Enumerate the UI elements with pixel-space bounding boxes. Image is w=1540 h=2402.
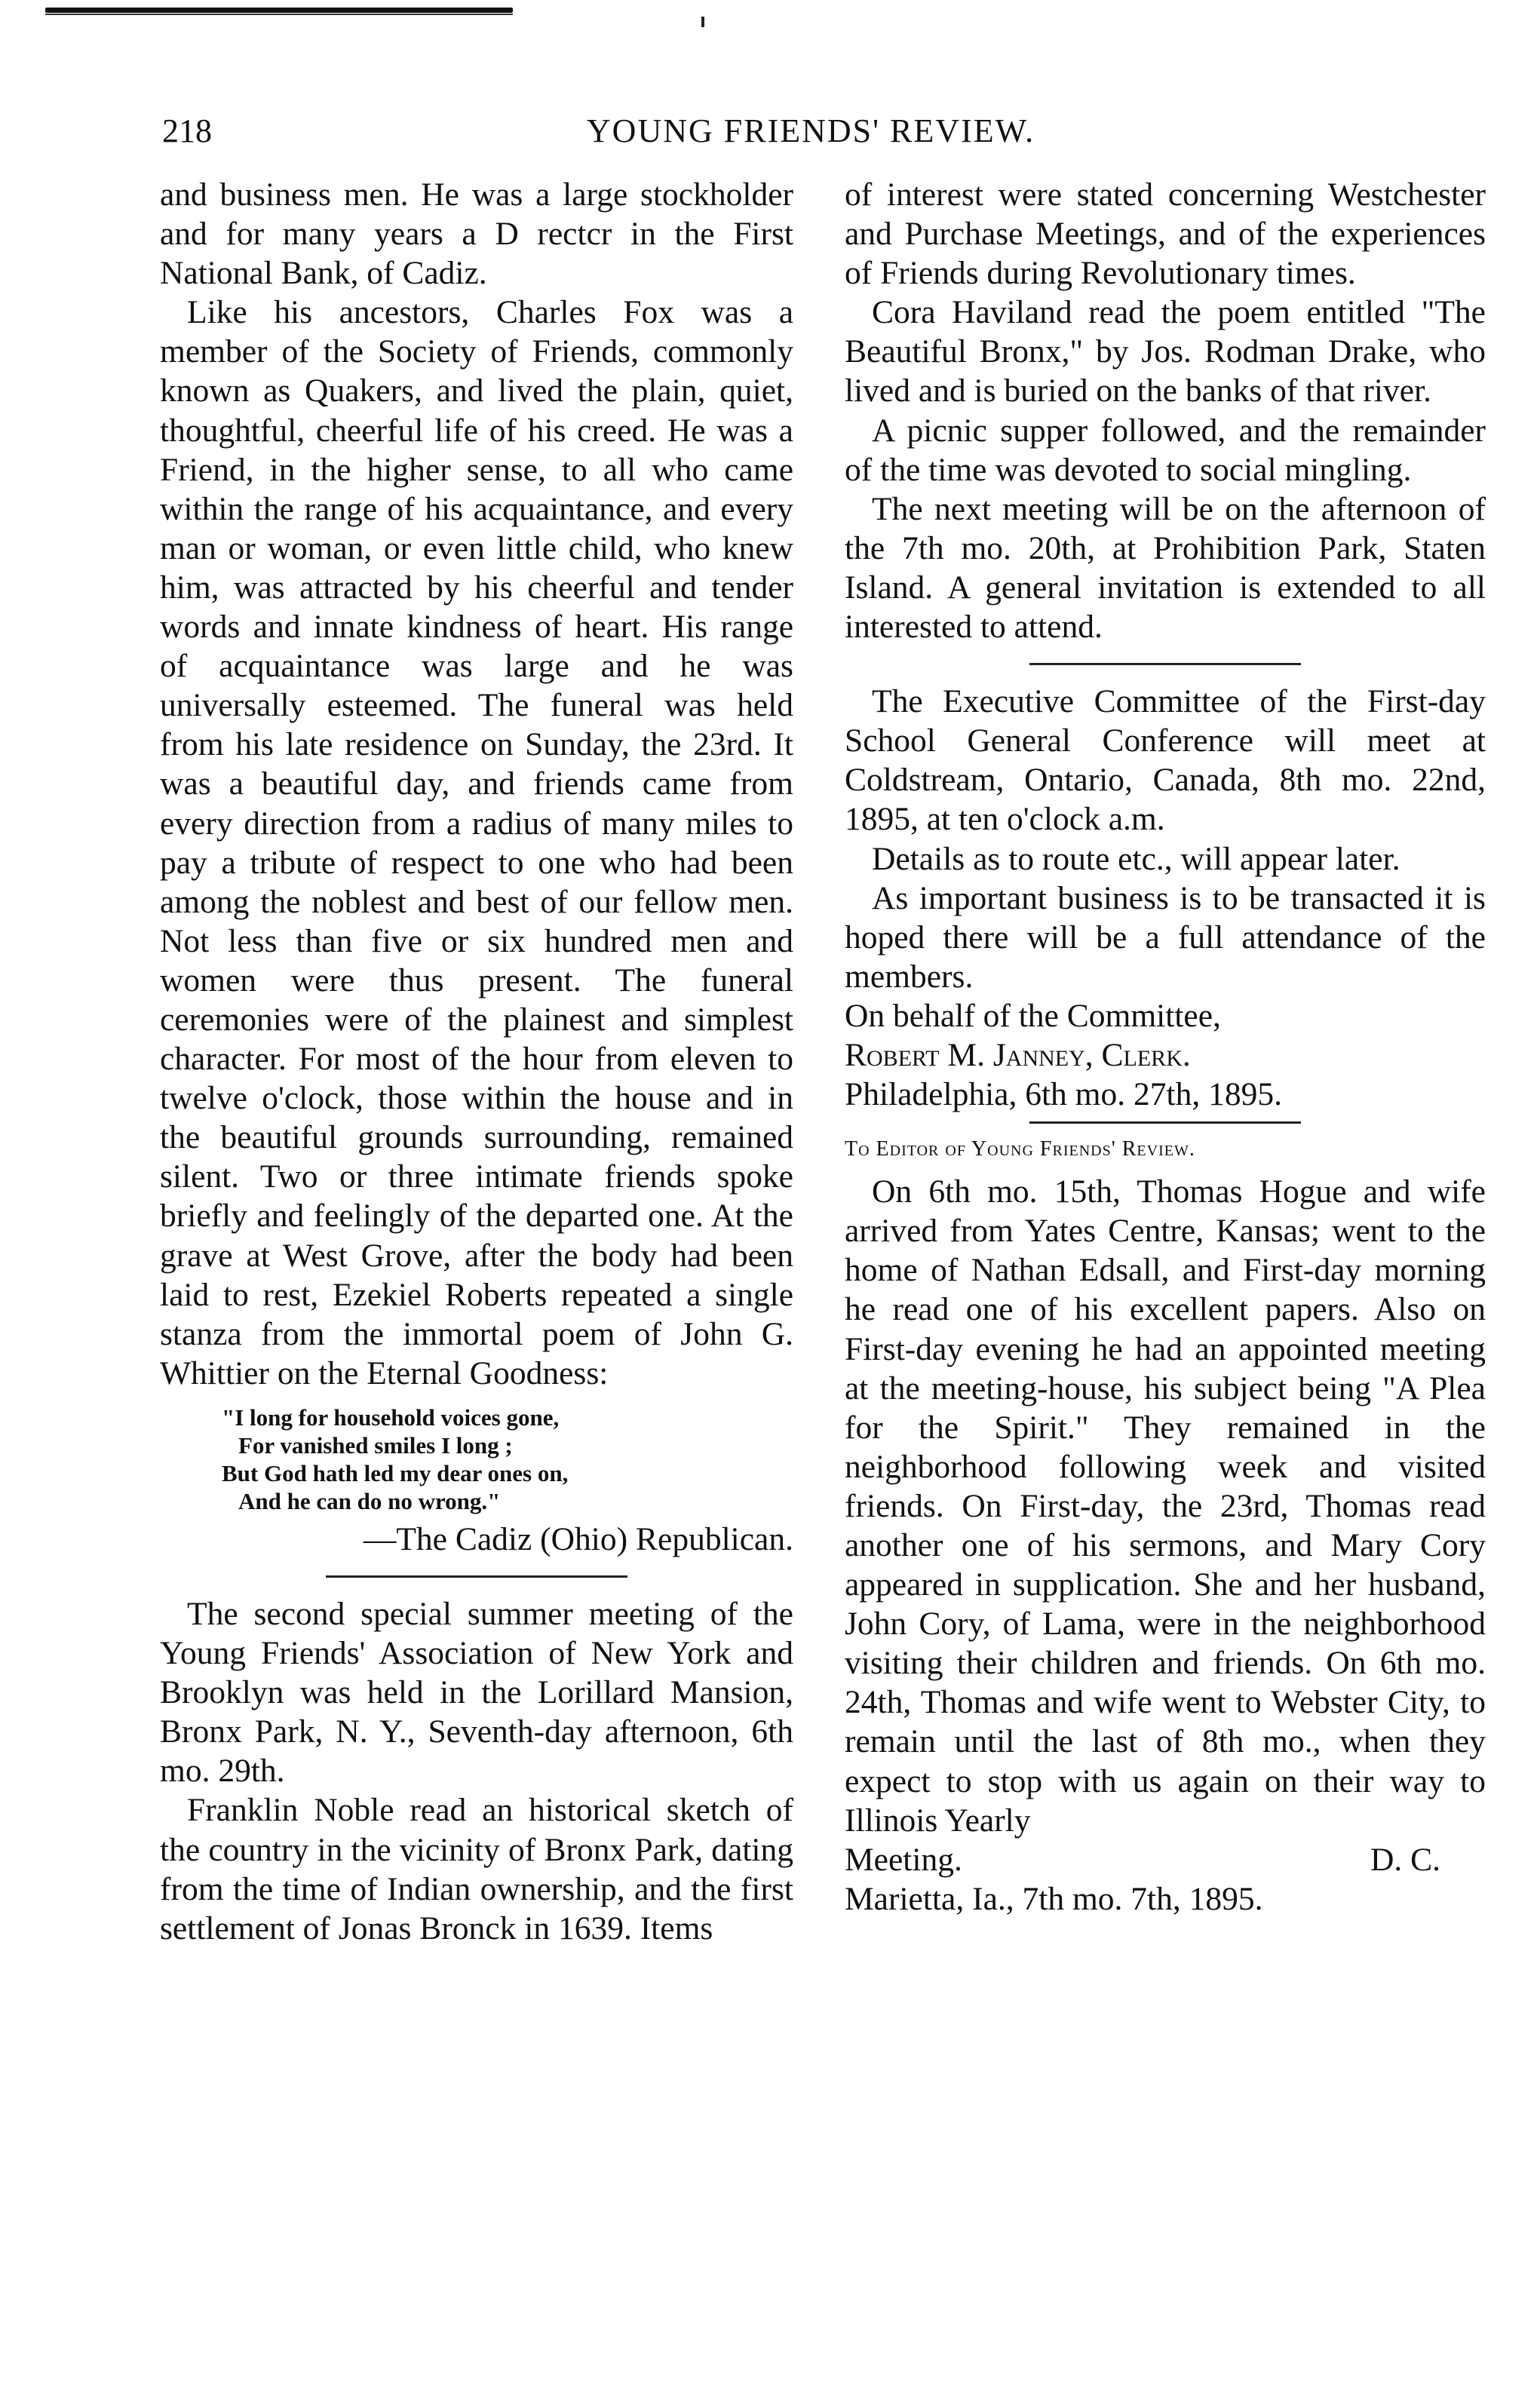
paragraph: Like his ancestors, Charles Fox was a member of the Society of Friends, commonly known as Quakers, and lived the plain, quiet, thoughtful, cheerful life of his creed. He was a Friend, in the higher sense, to all who came within the range of his acquaintance, and every man or woman, or even little child, who knew him, was attracted by his cheerful and tender words and innate kindness of heart. His range of acquaintance was large and he was universally esteemed. The funeral was held from his late residence on Sunday, the 23rd. It was a beautiful day, and friends came from every direction from a radius of many miles to pay a tribute of respect to one who had been among the noblest and best of our fellow men. Not less than five or six hundred men and women were thus present. The funeral ceremonies were of the plainest and simplest character. For most of the hour from eleven to twelve o'clock, those within the house and in the beautiful grounds surrounding, remained silent. Two or three intimate friends spoke briefly and feelingly of the departed one. At the grave at West Grove, after the body had been laid to rest, Ezekiel Roberts repeated a single stanza from the immortal poem of John G. Whittier on the Eternal Goodness:	[160, 294, 793, 1391]
page-number: 218	[162, 112, 212, 149]
print-speck	[701, 17, 704, 27]
letter-closing	[845, 1840, 1486, 1879]
paragraph: Franklin Noble read an historical sketch of the country in the vicinity of Bronx Park, dating from the time of Indian ownership, and the first settlement of Jonas Bronck in 1639. Items	[160, 1792, 793, 1946]
paragraph: The next meeting will be on the afternoon of the 7th mo. 20th, at Prohibition Park, Staten Island. A general invitation is extended to all interested to attend.	[845, 490, 1486, 646]
paragraph: Cora Haviland read the poem entitled "The Beautiful Bronx," by Jos. Rodman Drake, who lived and is buried on the banks of that river.	[845, 294, 1486, 410]
paragraph: On behalf of the Committee,	[845, 997, 1221, 1034]
top-margin-rule-thin	[45, 14, 513, 15]
letter-signature: D. C.	[1370, 1841, 1440, 1878]
poem-line: For vanished smiles I long ;	[238, 1431, 513, 1459]
poem-line: But God hath led my dear ones on,	[222, 1459, 569, 1486]
section-divider	[326, 1575, 627, 1578]
left-column	[160, 175, 793, 1948]
paragraph: Details as to route etc., will appear later.	[872, 840, 1400, 877]
right-column	[845, 175, 1486, 1919]
poem-line: "I long for household voices gone,	[222, 1403, 560, 1431]
place-date: Philadelphia, 6th mo. 27th, 1895.	[845, 1076, 1282, 1113]
paragraph: and business men. He was a large stockholder and for many years a D rectcr in the First National Bank, of Cadiz.	[160, 176, 793, 292]
paragraph: On 6th mo. 15th, Thomas Hogue and wife arrived from Yates Centre, Kansas; went to the home of Nathan Edsall, and First-day morning he read one of his excellent papers. Also on First-day evening he had an appointed meeting at the meeting-house, his subject being "A Plea for the Spirit." They remained in the neighborhood following week and visited friends. On First-day, the 23rd, Thomas read another one of his sermons, and Mary Cory appeared in supplication. She and her husband, John Cory, of Lama, were in the neighborhood visiting their children and friends. On 6th mo. 24th, Thomas and wife went to Webster City, to remain until the last of 8th mo., when they expect to stop with us again on their way to Illinois Yearly	[845, 1173, 1486, 1839]
section-divider	[1029, 663, 1301, 665]
section-divider	[1029, 1121, 1301, 1124]
dateline: Marietta, Ia., 7th mo. 7th, 1895.	[845, 1880, 1263, 1917]
journal-title: YOUNG FRIENDS' REVIEW.	[586, 112, 1035, 149]
source-attribution: —The Cadiz (Ohio) Republican.	[363, 1520, 793, 1557]
paragraph: The second special summer meeting of the Young Friends' Association of New York and Brooklyn was held in the Lorillard Mansion, Bronx Park, N. Y., Seventh-day afternoon, 6th mo. 29th.	[160, 1596, 793, 1790]
signature: Robert M. Janney, Clerk.	[845, 1036, 1191, 1073]
closing-word: Meeting.	[845, 1841, 962, 1878]
top-margin-rule	[45, 8, 513, 13]
paragraph: The Executive Committee of the First-day School General Conference will meet at Coldstream, Ontario, Canada, 8th mo. 22nd, 1895, at ten o'clock a.m.	[845, 683, 1486, 838]
paragraph: A picnic supper followed, and the remainder of the time was devoted to social mingling.	[845, 412, 1486, 488]
paragraph: of interest were stated concerning Westchester and Purchase Meetings, and of the experiences of Friends during Revolutionary times.	[845, 176, 1486, 292]
paragraph: As important business is to be transacted it is hoped there will be a full attendance of the members.	[845, 879, 1486, 995]
letter-heading: To Editor of Young Friends' Review.	[845, 1137, 1195, 1161]
poem-line: And he can do no wrong."	[238, 1487, 501, 1514]
running-header	[162, 112, 1459, 166]
poem-stanza	[160, 1403, 793, 1515]
